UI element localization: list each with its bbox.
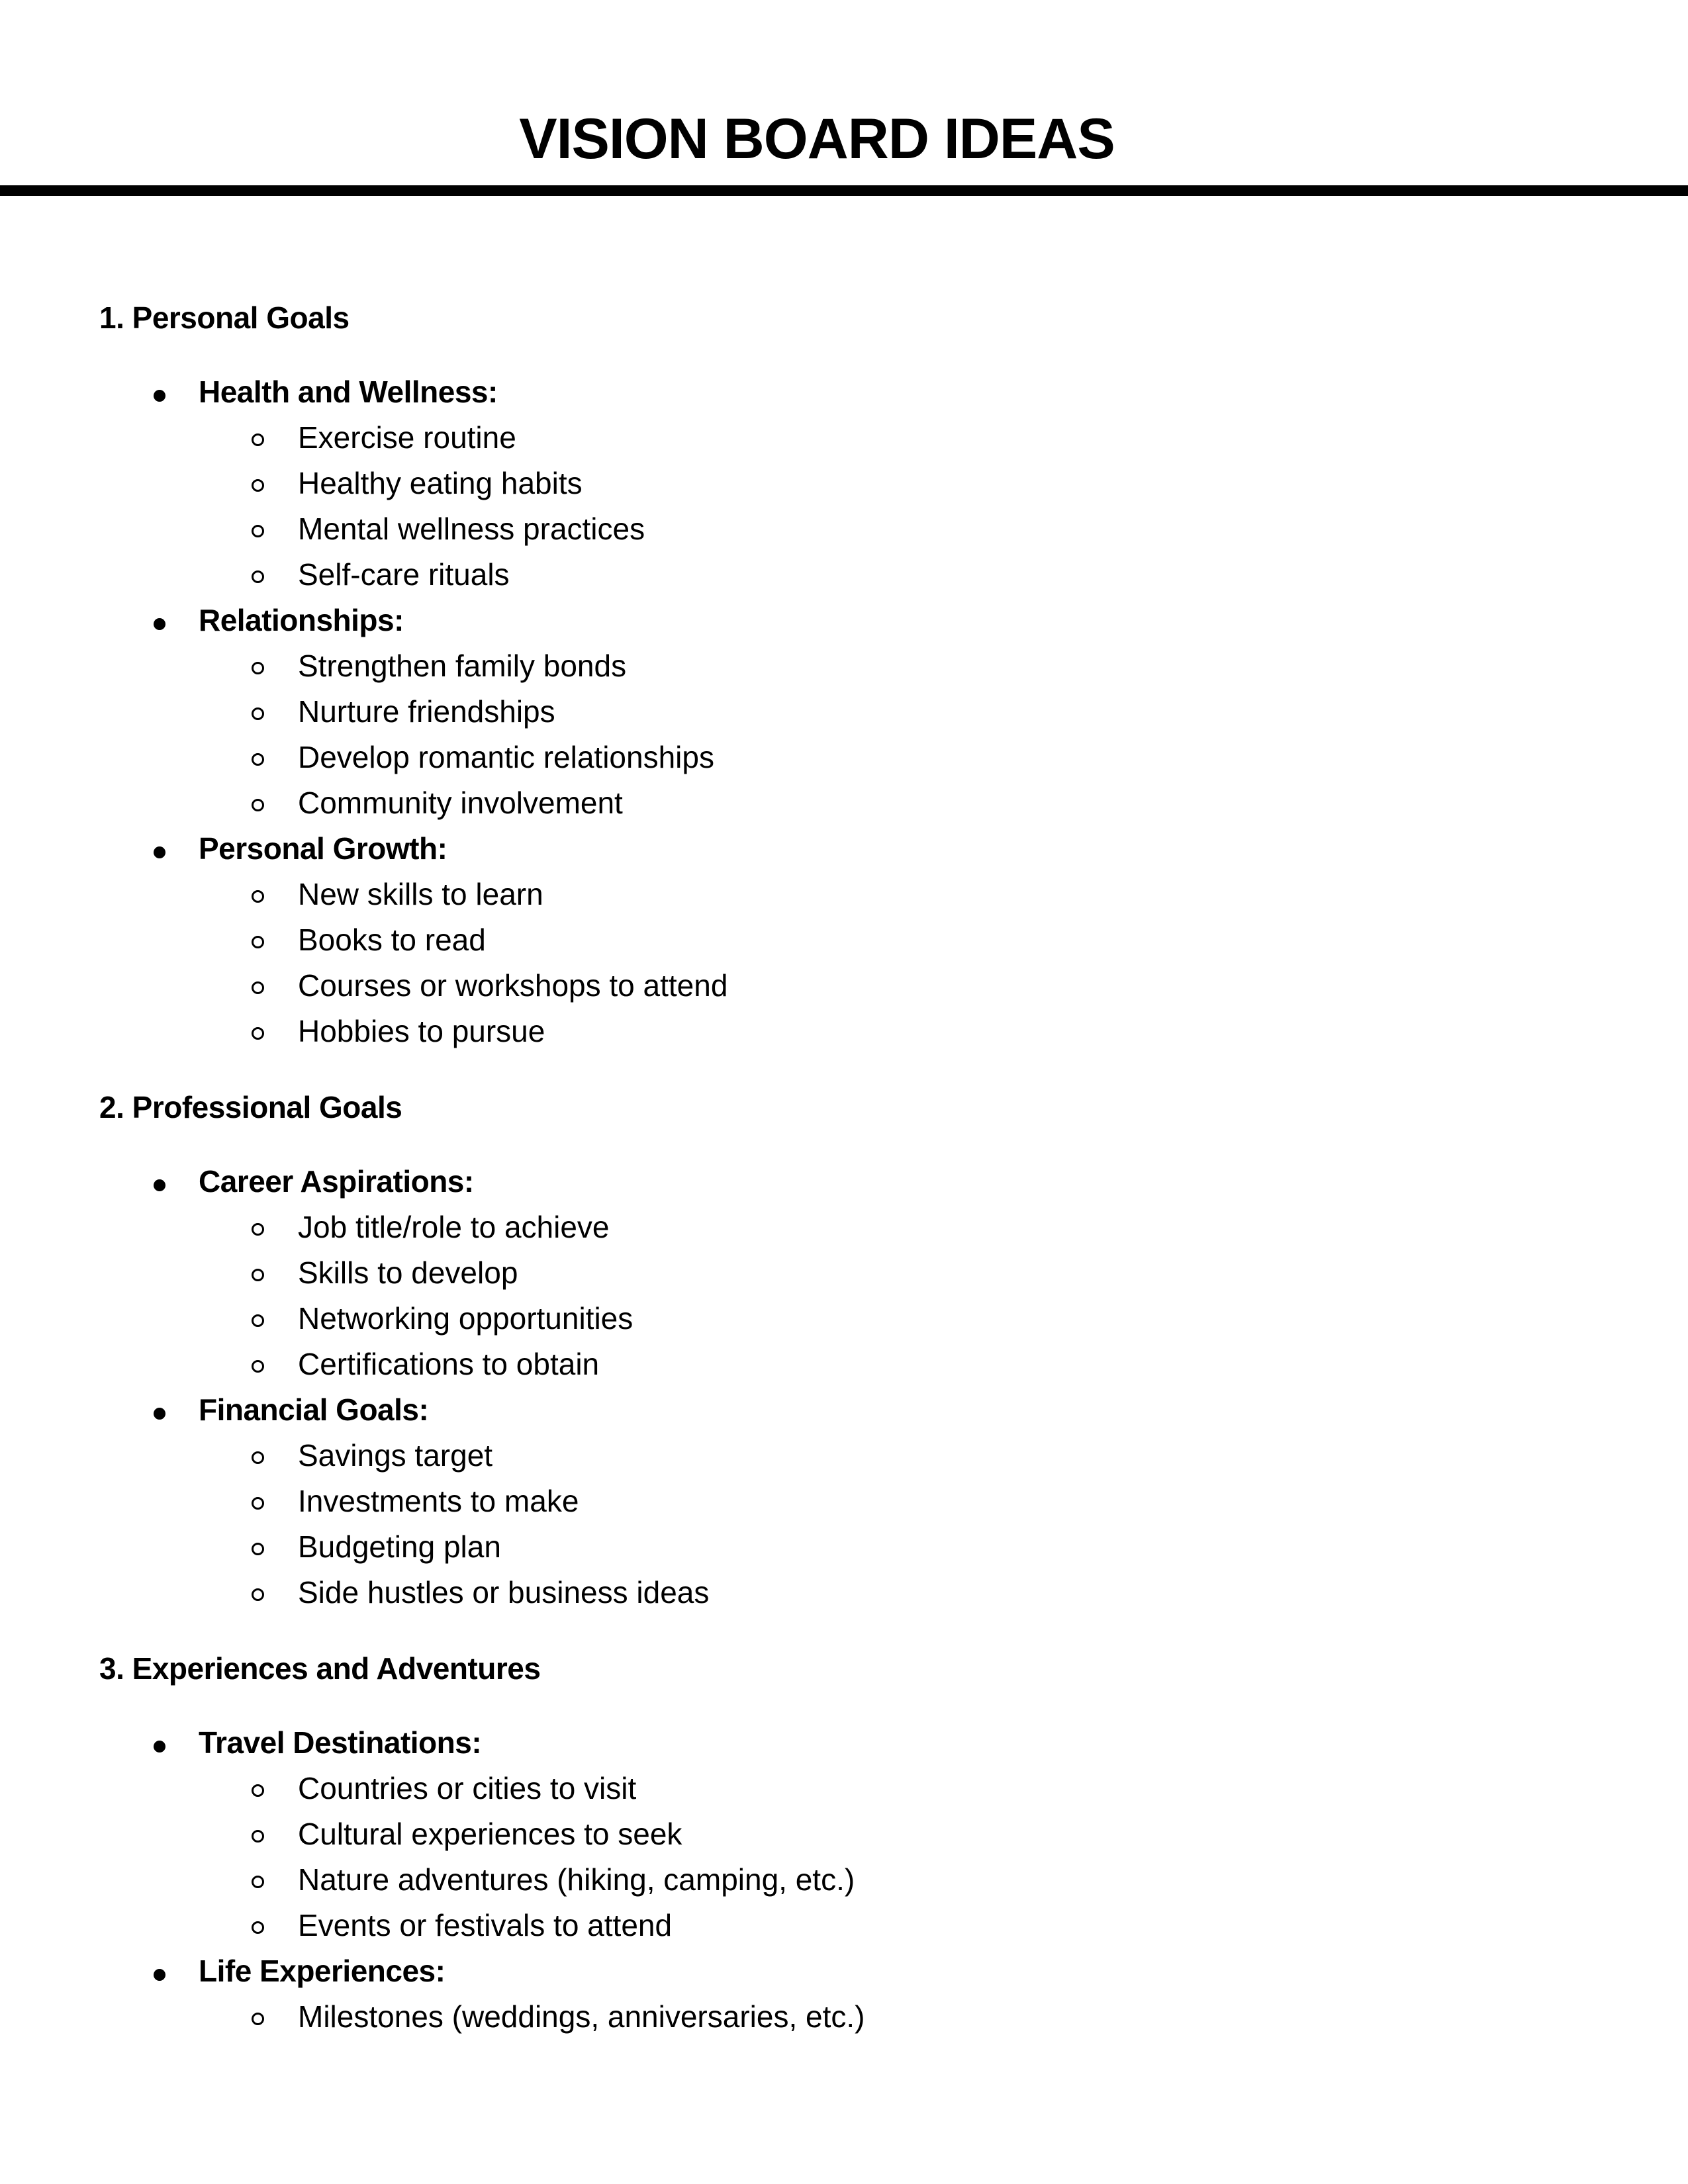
list-item-text: Networking opportunities	[298, 1301, 633, 1336]
group-label: Health and Wellness:	[199, 375, 498, 409]
hollow-bullet-icon	[252, 1784, 264, 1797]
page-title: VISION BOARD IDEAS	[519, 107, 1115, 171]
hollow-bullet-icon	[252, 1360, 264, 1373]
group-life-experiences	[99, 1948, 1589, 2040]
hollow-bullet-icon	[252, 433, 264, 446]
group-label: Personal Growth:	[199, 831, 447, 866]
list-item	[199, 1479, 1589, 1524]
item-list	[199, 872, 1589, 1054]
hollow-bullet-icon	[252, 936, 264, 948]
list-item	[199, 1766, 1589, 1811]
list-item-text: Books to read	[298, 923, 486, 957]
item-list	[199, 643, 1589, 826]
list-item-text: Mental wellness practices	[298, 512, 645, 546]
list-item-text: Skills to develop	[298, 1255, 518, 1290]
item-list	[199, 1205, 1589, 1387]
list-item	[199, 1811, 1589, 1857]
list-item	[199, 917, 1589, 963]
hollow-bullet-icon	[252, 525, 264, 537]
list-item	[199, 552, 1589, 598]
list-item	[199, 780, 1589, 826]
list-item	[199, 415, 1589, 461]
group-health-and-wellness	[99, 369, 1589, 598]
hollow-bullet-icon	[252, 479, 264, 492]
section-heading: 2. Professional Goals	[99, 1090, 402, 1124]
group-list	[99, 1720, 1589, 2040]
list-item-text: Savings target	[298, 1438, 493, 1473]
list-item-text: Community involvement	[298, 786, 623, 820]
item-list	[199, 1994, 1589, 2040]
list-item	[199, 1205, 1589, 1250]
bullet-icon	[154, 1741, 165, 1752]
hollow-bullet-icon	[252, 1269, 264, 1281]
group-label: Relationships:	[199, 603, 404, 637]
list-item-text: Cultural experiences to seek	[298, 1817, 682, 1851]
group-career-aspirations	[99, 1159, 1589, 1387]
list-item-text: Side hustles or business ideas	[298, 1575, 710, 1610]
hollow-bullet-icon	[252, 662, 264, 674]
group-label: Financial Goals:	[199, 1392, 429, 1427]
list-item	[199, 506, 1589, 552]
list-item-text: Self-care rituals	[298, 557, 510, 592]
list-item	[199, 1857, 1589, 1903]
list-item-text: Budgeting plan	[298, 1529, 501, 1564]
list-item-text: Hobbies to pursue	[298, 1014, 545, 1048]
list-item	[199, 963, 1589, 1009]
list-item-text: New skills to learn	[298, 877, 543, 911]
list-item-text: Healthy eating habits	[298, 466, 583, 500]
list-item	[199, 1570, 1589, 1615]
hollow-bullet-icon	[252, 1027, 264, 1040]
section-personal-goals	[99, 291, 1589, 1054]
hollow-bullet-icon	[252, 1314, 264, 1327]
list-item-text: Events or festivals to attend	[298, 1908, 673, 1942]
group-financial-goals	[99, 1387, 1589, 1615]
hollow-bullet-icon	[252, 1451, 264, 1464]
section-heading: 1. Personal Goals	[99, 300, 350, 335]
hollow-bullet-icon	[252, 1588, 264, 1601]
title-divider	[0, 185, 1688, 196]
list-item	[199, 461, 1589, 506]
section-experiences-and-adventures	[99, 1642, 1589, 2040]
hollow-bullet-icon	[252, 570, 264, 583]
list-item	[199, 872, 1589, 917]
hollow-bullet-icon	[252, 1223, 264, 1236]
list-item-text: Exercise routine	[298, 420, 516, 455]
list-item	[199, 1994, 1589, 2040]
group-label: Career Aspirations:	[199, 1164, 474, 1199]
list-item-text: Certifications to obtain	[298, 1347, 600, 1381]
bullet-icon	[154, 618, 165, 630]
list-item	[199, 1342, 1589, 1387]
section-heading: 3. Experiences and Adventures	[99, 1651, 541, 1686]
item-list	[199, 1433, 1589, 1615]
bullet-icon	[154, 1969, 165, 1981]
group-label: Travel Destinations:	[199, 1725, 482, 1760]
hollow-bullet-icon	[252, 1543, 264, 1555]
bullet-icon	[154, 846, 165, 858]
section-professional-goals	[99, 1081, 1589, 1615]
document-body	[99, 291, 1589, 2040]
list-item-text: Nature adventures (hiking, camping, etc.)	[298, 1862, 855, 1897]
bullet-icon	[154, 1179, 165, 1191]
list-item	[199, 1524, 1589, 1570]
list-item-text: Nurture friendships	[298, 694, 555, 729]
hollow-bullet-icon	[252, 707, 264, 720]
hollow-bullet-icon	[252, 1830, 264, 1843]
group-travel-destinations	[99, 1720, 1589, 1948]
hollow-bullet-icon	[252, 1921, 264, 1934]
group-list	[99, 369, 1589, 1054]
hollow-bullet-icon	[252, 2013, 264, 2025]
hollow-bullet-icon	[252, 799, 264, 811]
group-label: Life Experiences:	[199, 1954, 445, 1988]
list-item-text: Milestones (weddings, anniversaries, etc.)	[298, 1999, 865, 2034]
group-list	[99, 1159, 1589, 1615]
bullet-icon	[154, 1408, 165, 1420]
list-item	[199, 1433, 1589, 1479]
list-item	[199, 735, 1589, 780]
list-item-text: Strengthen family bonds	[298, 649, 627, 683]
list-item	[199, 1296, 1589, 1342]
group-personal-growth	[99, 826, 1589, 1054]
hollow-bullet-icon	[252, 981, 264, 994]
hollow-bullet-icon	[252, 753, 264, 766]
list-item-text: Job title/role to achieve	[298, 1210, 610, 1244]
item-list	[199, 415, 1589, 598]
list-item	[199, 1009, 1589, 1054]
hollow-bullet-icon	[252, 1876, 264, 1888]
bullet-icon	[154, 390, 165, 402]
group-relationships	[99, 598, 1589, 826]
list-item-text: Investments to make	[298, 1484, 579, 1518]
list-item-text: Develop romantic relationships	[298, 740, 714, 774]
list-item	[199, 1903, 1589, 1948]
hollow-bullet-icon	[252, 890, 264, 903]
item-list	[199, 1766, 1589, 1948]
list-item	[199, 689, 1589, 735]
list-item	[199, 643, 1589, 689]
list-item-text: Courses or workshops to attend	[298, 968, 728, 1003]
list-item-text: Countries or cities to visit	[298, 1771, 637, 1805]
hollow-bullet-icon	[252, 1497, 264, 1510]
list-item	[199, 1250, 1589, 1296]
